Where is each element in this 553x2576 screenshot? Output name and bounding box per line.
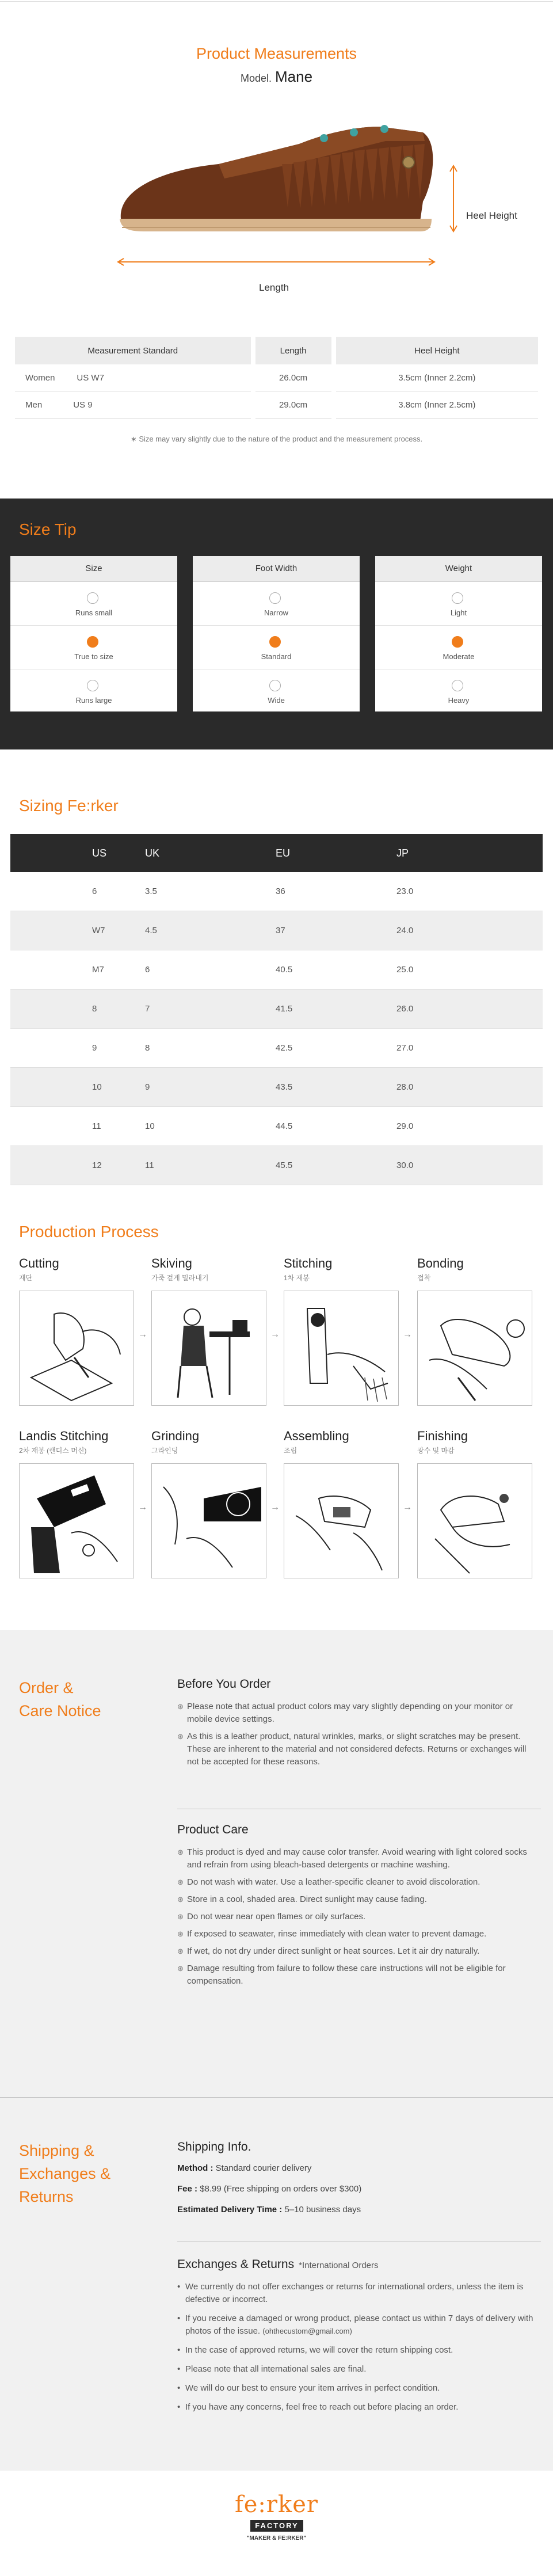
option-runs-large[interactable]: Runs large xyxy=(10,669,177,713)
radio-selected-icon[interactable] xyxy=(87,636,98,648)
step-stitching: Stitching 1차 재봉 xyxy=(284,1256,399,1283)
model-label: Model. xyxy=(240,73,272,84)
production-section xyxy=(0,1198,553,1630)
finishing-illustration xyxy=(417,1463,532,1578)
table-header: JP xyxy=(396,834,543,872)
weight-heading: Weight xyxy=(375,556,542,582)
footer xyxy=(0,2471,553,2576)
shipping-title: Shipping & Exchanges & Returns xyxy=(19,2142,111,2205)
order-care-section xyxy=(0,1630,553,2098)
step-finishing: Finishing 광수 및 마감 xyxy=(417,1429,532,1455)
weight-column xyxy=(375,556,542,711)
list-item: ⊛ Do not wash with water. Use a leather-specific cleaner to avoid discoloration. xyxy=(177,1876,534,1889)
option-light[interactable]: Light xyxy=(375,582,542,626)
table-cell: 3.5cm (Inner 2.2cm) xyxy=(336,364,538,391)
shoe-illustration xyxy=(109,109,535,282)
step-skiving: Skiving 가죽 겉게 밀라내기 xyxy=(151,1256,266,1283)
model-line xyxy=(0,68,553,86)
heel-height-label: Heel Height xyxy=(466,210,517,221)
list-item: ⊛ If exposed to seawater, rinse immediately with clean water to prevent damage. xyxy=(177,1928,534,1940)
grinding-illustration xyxy=(151,1463,266,1578)
option-standard[interactable]: Standard xyxy=(193,626,360,669)
list-item: ⊛ Store in a cool, shaded area. Direct sunlight may cause fading. xyxy=(177,1893,534,1906)
shipping-info xyxy=(177,2162,361,2224)
size-heading: Size xyxy=(10,556,177,582)
size-column xyxy=(10,556,177,711)
cutting-illustration xyxy=(19,1291,134,1406)
assembling-illustration xyxy=(284,1463,399,1578)
brand-logo: fe:rker xyxy=(234,2491,319,2518)
shipping-fee: Fee : $8.99 (Free shipping on orders over $300) xyxy=(177,2184,362,2194)
option-wide[interactable]: Wide xyxy=(193,669,360,713)
foot-width-column xyxy=(193,556,360,711)
table-header: Measurement Standard xyxy=(15,337,251,364)
measurement-table xyxy=(10,337,543,418)
arrow-icon: → xyxy=(403,1330,412,1340)
table-row: 6 3.5 36 23.0 xyxy=(10,872,543,911)
list-item: ⊛ Damage resulting from failure to follow these care instructions will not be eligible for compensation. xyxy=(177,1962,534,1988)
radio-icon[interactable] xyxy=(87,592,98,604)
arrow-icon: → xyxy=(138,1330,147,1340)
table-cell: 3.8cm (Inner 2.5cm) xyxy=(336,391,538,418)
before-order-list xyxy=(177,1700,534,1773)
table-row: 11 10 44.5 29.0 xyxy=(10,1107,543,1146)
table-row: 12 11 45.5 30.0 xyxy=(10,1146,543,1185)
sizing-title: Sizing Fe:rker xyxy=(19,797,119,815)
radio-icon[interactable] xyxy=(452,680,463,691)
step-grinding: Grinding 그라인딩 xyxy=(151,1429,266,1455)
before-order-title: Before You Order xyxy=(177,1677,271,1691)
table-row: W7 4.5 37 24.0 xyxy=(10,911,543,950)
table-row: 10 9 43.5 28.0 xyxy=(10,1068,543,1107)
option-moderate[interactable]: Moderate xyxy=(375,626,542,669)
production-title: Production Process xyxy=(19,1223,159,1241)
top-divider xyxy=(0,1,553,2)
foot-width-heading: Foot Width xyxy=(193,556,360,582)
step-landis-stitching: Landis Stitching 2차 재봉 (랜디스 머신) xyxy=(19,1429,134,1455)
stitching-illustration xyxy=(284,1291,399,1406)
step-cutting: Cutting 재단 xyxy=(19,1256,134,1283)
table-cell: Men US 9 xyxy=(15,391,251,418)
list-item: ⊛ Please note that actual product colors may vary slightly depending on your monitor or mobile device settings. xyxy=(177,1700,534,1726)
table-cell: 26.0cm xyxy=(255,364,331,391)
measurement-note: ∗ Size may vary slightly due to the nature of the product and the measurement process. xyxy=(130,435,423,443)
table-row xyxy=(15,364,538,391)
shipping-info-title: Shipping Info. xyxy=(177,2140,251,2153)
arrow-icon: → xyxy=(403,1502,412,1512)
option-narrow[interactable]: Narrow xyxy=(193,582,360,626)
list-item: • We currently do not offer exchanges or returns for international orders, unless the item is defective or incorrect. xyxy=(177,2281,534,2306)
footer-tagline: "MAKER & FE:RKER" xyxy=(246,2535,307,2541)
list-item: • In the case of approved returns, we will cover the return shipping cost. xyxy=(177,2344,534,2357)
table-row xyxy=(15,391,538,418)
shipping-method: Method : Standard courier delivery xyxy=(177,2163,312,2173)
product-care-list xyxy=(177,1846,534,1992)
arrow-icon: → xyxy=(270,1330,280,1340)
size-tip-section xyxy=(0,499,553,749)
option-heavy[interactable]: Heavy xyxy=(375,669,542,713)
list-item: ⊛ If wet, do not dry under direct sunlight or heat sources. Let it air dry naturally. xyxy=(177,1945,534,1958)
option-true-to-size[interactable]: True to size xyxy=(10,626,177,669)
table-row: 8 7 41.5 26.0 xyxy=(10,990,543,1029)
step-bonding: Bonding 접착 xyxy=(417,1256,532,1283)
size-tip-title: Size Tip xyxy=(19,520,77,538)
radio-icon[interactable] xyxy=(269,592,281,604)
radio-selected-icon[interactable] xyxy=(269,636,281,648)
measurements-section xyxy=(0,0,553,472)
table-cell: 29.0cm xyxy=(255,391,331,418)
table-row: M7 6 40.5 25.0 xyxy=(10,950,543,990)
exchanges-returns-title: Exchanges & Returns *International Orders xyxy=(177,2258,379,2271)
order-care-title: Order & Care Notice xyxy=(19,1679,101,1719)
table-header: EU xyxy=(275,834,396,872)
table-cell: Women US W7 xyxy=(15,364,251,391)
list-item: • If you receive a damaged or wrong product, please contact us within 7 days of delivery with photos of the issue. (ohthecustom@gmail.com) xyxy=(177,2312,534,2338)
landis-stitching-illustration xyxy=(19,1463,134,1578)
delivery-time: Estimated Delivery Time : 5–10 business days xyxy=(177,2205,361,2214)
table-header: US xyxy=(10,834,144,872)
skiving-illustration xyxy=(151,1291,266,1406)
size-conversion-table xyxy=(10,834,543,1185)
shipping-section xyxy=(0,2098,553,2471)
arrow-icon: → xyxy=(138,1502,147,1512)
contact-email[interactable]: (ohthecustom@gmail.com) xyxy=(262,2327,352,2335)
returns-list xyxy=(177,2281,534,2420)
table-header: Length xyxy=(255,337,331,364)
length-label: Length xyxy=(259,282,289,293)
model-name: Mane xyxy=(274,68,313,85)
list-item: • Please note that all international sales are final. xyxy=(177,2363,534,2376)
radio-icon[interactable] xyxy=(87,680,98,691)
product-care-title: Product Care xyxy=(177,1823,249,1836)
radio-icon[interactable] xyxy=(269,680,281,691)
list-item: ⊛ This product is dyed and may cause color transfer. Avoid wearing with light colored socks and refrain from using bleach-based detergents or machine washing. xyxy=(177,1846,534,1871)
radio-selected-icon[interactable] xyxy=(452,636,463,648)
factory-badge: FACTORY xyxy=(250,2520,303,2532)
list-item: ⊛ Do not wear near open flames or oily surfaces. xyxy=(177,1911,534,1923)
step-assembling: Assembling 조립 xyxy=(284,1429,399,1455)
list-item: • If you have any concerns, feel free to reach out before placing an order. xyxy=(177,2401,534,2414)
table-header: UK xyxy=(144,834,275,872)
table-row: 9 8 42.5 27.0 xyxy=(10,1029,543,1068)
radio-icon[interactable] xyxy=(452,592,463,604)
sizing-section xyxy=(0,749,553,1198)
list-item: ⊛ As this is a leather product, natural wrinkles, marks, or slight scratches may be present. These are inherent to the material and not considered defects. Returns or exchanges will not be accepted for these reasons. xyxy=(177,1730,534,1768)
bonding-illustration xyxy=(417,1291,532,1406)
measurements-title: Product Measurements xyxy=(196,45,357,62)
option-runs-small[interactable]: Runs small xyxy=(10,582,177,626)
list-item: • We will do our best to ensure your item arrives in perfect condition. xyxy=(177,2382,534,2395)
arrow-icon: → xyxy=(270,1502,280,1512)
table-header: Heel Height xyxy=(336,337,538,364)
